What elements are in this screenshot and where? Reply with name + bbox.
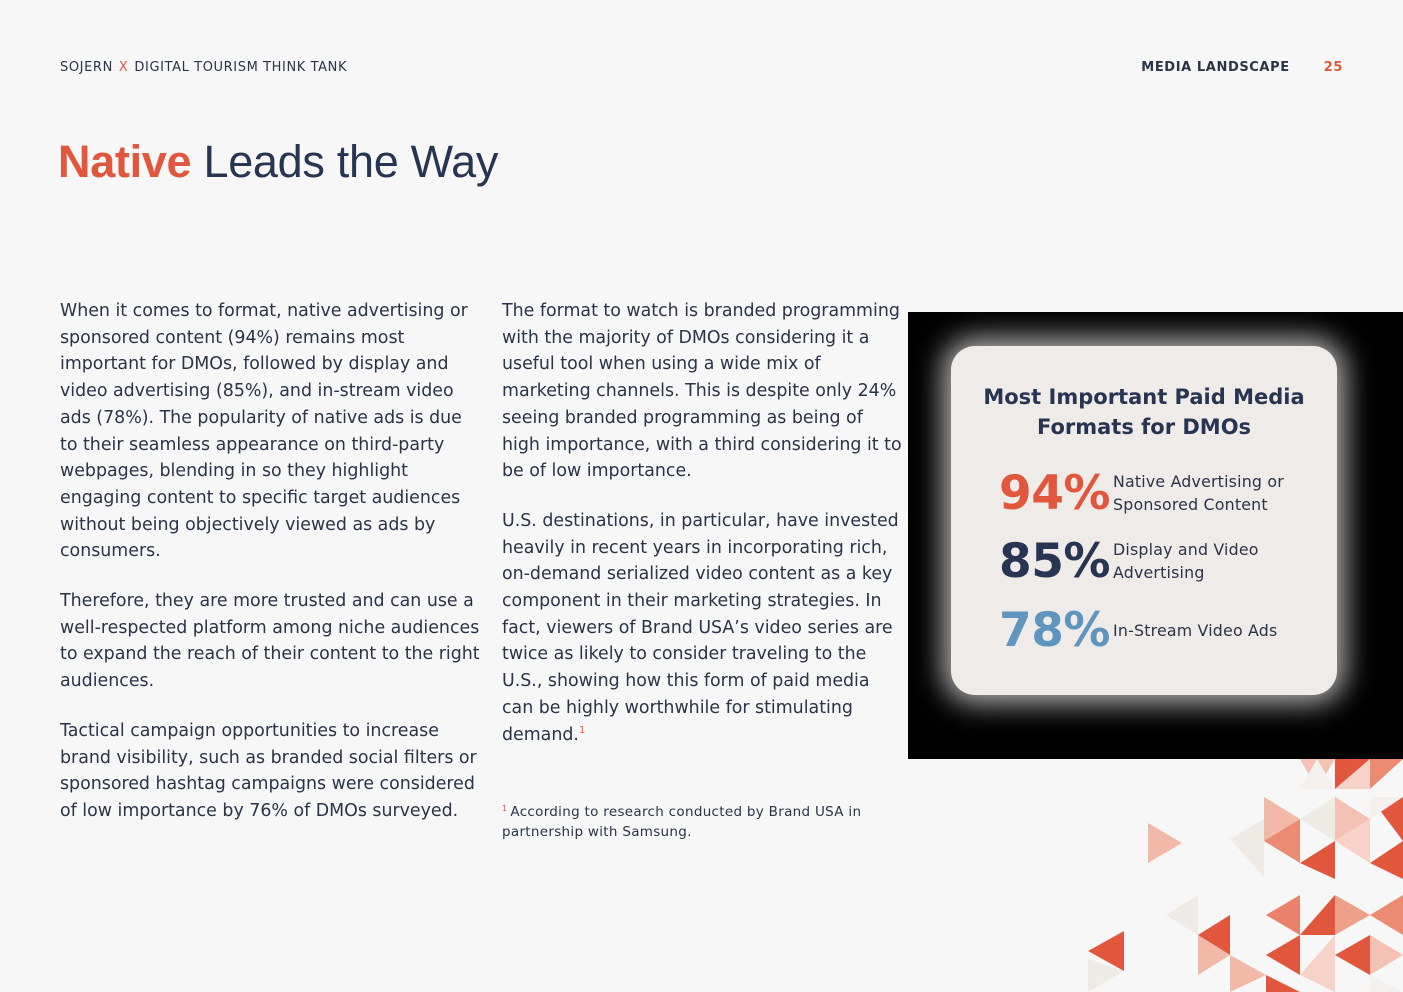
decorative-triangle (1300, 797, 1335, 841)
decorative-triangle (1266, 895, 1300, 935)
decorative-triangle (1370, 759, 1403, 789)
section-title: MEDIA LANDSCAPE (1141, 60, 1290, 75)
stat-label: Display and Video Advertising (1113, 540, 1259, 582)
paragraph: Therefore, they are more trusted and can use a well-respected platform among niche audiences to expand the reach of their content to the right audiences. (60, 591, 480, 692)
decorative-triangle (1148, 823, 1182, 863)
paragraph: Tactical campaign opportunities to increase brand visibility, such as branded social filters or sponsored hashtag campaigns were considered of low importance by 76% of DMOs surveyed. (60, 720, 477, 821)
decorative-triangle (1300, 935, 1335, 992)
decorative-triangle (1370, 895, 1403, 935)
decorative-triangle (1370, 935, 1403, 975)
body-column-middle (502, 298, 902, 771)
footnote-reference: 1 (578, 724, 586, 736)
header-section (1141, 60, 1343, 75)
stat-display-video (999, 534, 1319, 590)
paragraph: The format to watch is branded programming with the majority of DMOs considering it a useful tool when using a wide mix of marketing channels. This is despite only 24% seeing branded programming as being of high importance, with a third considering it to be of low importance. (502, 301, 902, 482)
stat-value: 78% (999, 603, 1110, 658)
stat-in-stream (999, 603, 1319, 659)
stat-value: 85% (999, 534, 1110, 589)
page-number: 25 (1323, 60, 1343, 75)
decorative-triangle (1300, 841, 1335, 879)
decorative-triangle (1335, 935, 1370, 975)
stat-native (999, 466, 1319, 522)
decorative-triangle (1166, 895, 1198, 935)
stat-label: In-Stream Video Ads (1113, 621, 1278, 640)
decorative-triangle (1300, 895, 1335, 935)
page-title (58, 136, 498, 188)
paragraph-with-footnote (502, 508, 902, 748)
decorative-triangle-pattern (1080, 759, 1403, 992)
decorative-triangle (1370, 975, 1403, 992)
footnote-text: According to research conducted by Brand USA in partnership with Samsung. (502, 804, 862, 840)
body-column-left (60, 298, 480, 848)
header-publication (60, 60, 347, 75)
stats-card (951, 346, 1337, 695)
page-title-rest: Leads the Way (191, 136, 499, 187)
paragraph: When it comes to format, native advertising or sponsored content (94%) remains most important for DMOs, followed by display and video advertising (85%), and in-stream video ads (78%). The popularity of native ads is due to their seamless appearance on third-party webpages, blending in so they highlight engaging content to specific target audiences without being objectively viewed as ads by consumers. (60, 301, 468, 562)
footnote (502, 802, 882, 842)
decorative-triangle (1230, 819, 1264, 877)
stat-value: 94% (999, 466, 1110, 521)
brand-separator: X (118, 60, 129, 75)
brand-partner: DIGITAL TOURISM THINK TANK (134, 60, 348, 75)
stats-card-title: Most Important Paid Media Formats for DMOs (983, 385, 1305, 439)
decorative-triangle (1266, 975, 1300, 992)
paragraph-text: U.S. destinations, in particular, have invested heavily in recent years in incorporating rich, on-demand serialized video content as a key component in their marketing strategies. In fact, viewers of Brand USA’s video series are twice as likely to consider traveling to the U.S., showing how this form of paid media can be highly worthwhile for stimulating demand. (502, 510, 899, 745)
decorative-triangle (1266, 935, 1300, 975)
page-title-accent: Native (58, 136, 192, 187)
brand-sojern: SOJERN (60, 60, 113, 75)
decorative-triangle (1335, 895, 1370, 935)
footnote-marker: 1 (502, 803, 508, 813)
decorative-triangle (1230, 955, 1266, 992)
stat-label: Native Advertising or Sponsored Content (1113, 472, 1284, 514)
decorative-triangle (1370, 841, 1403, 879)
